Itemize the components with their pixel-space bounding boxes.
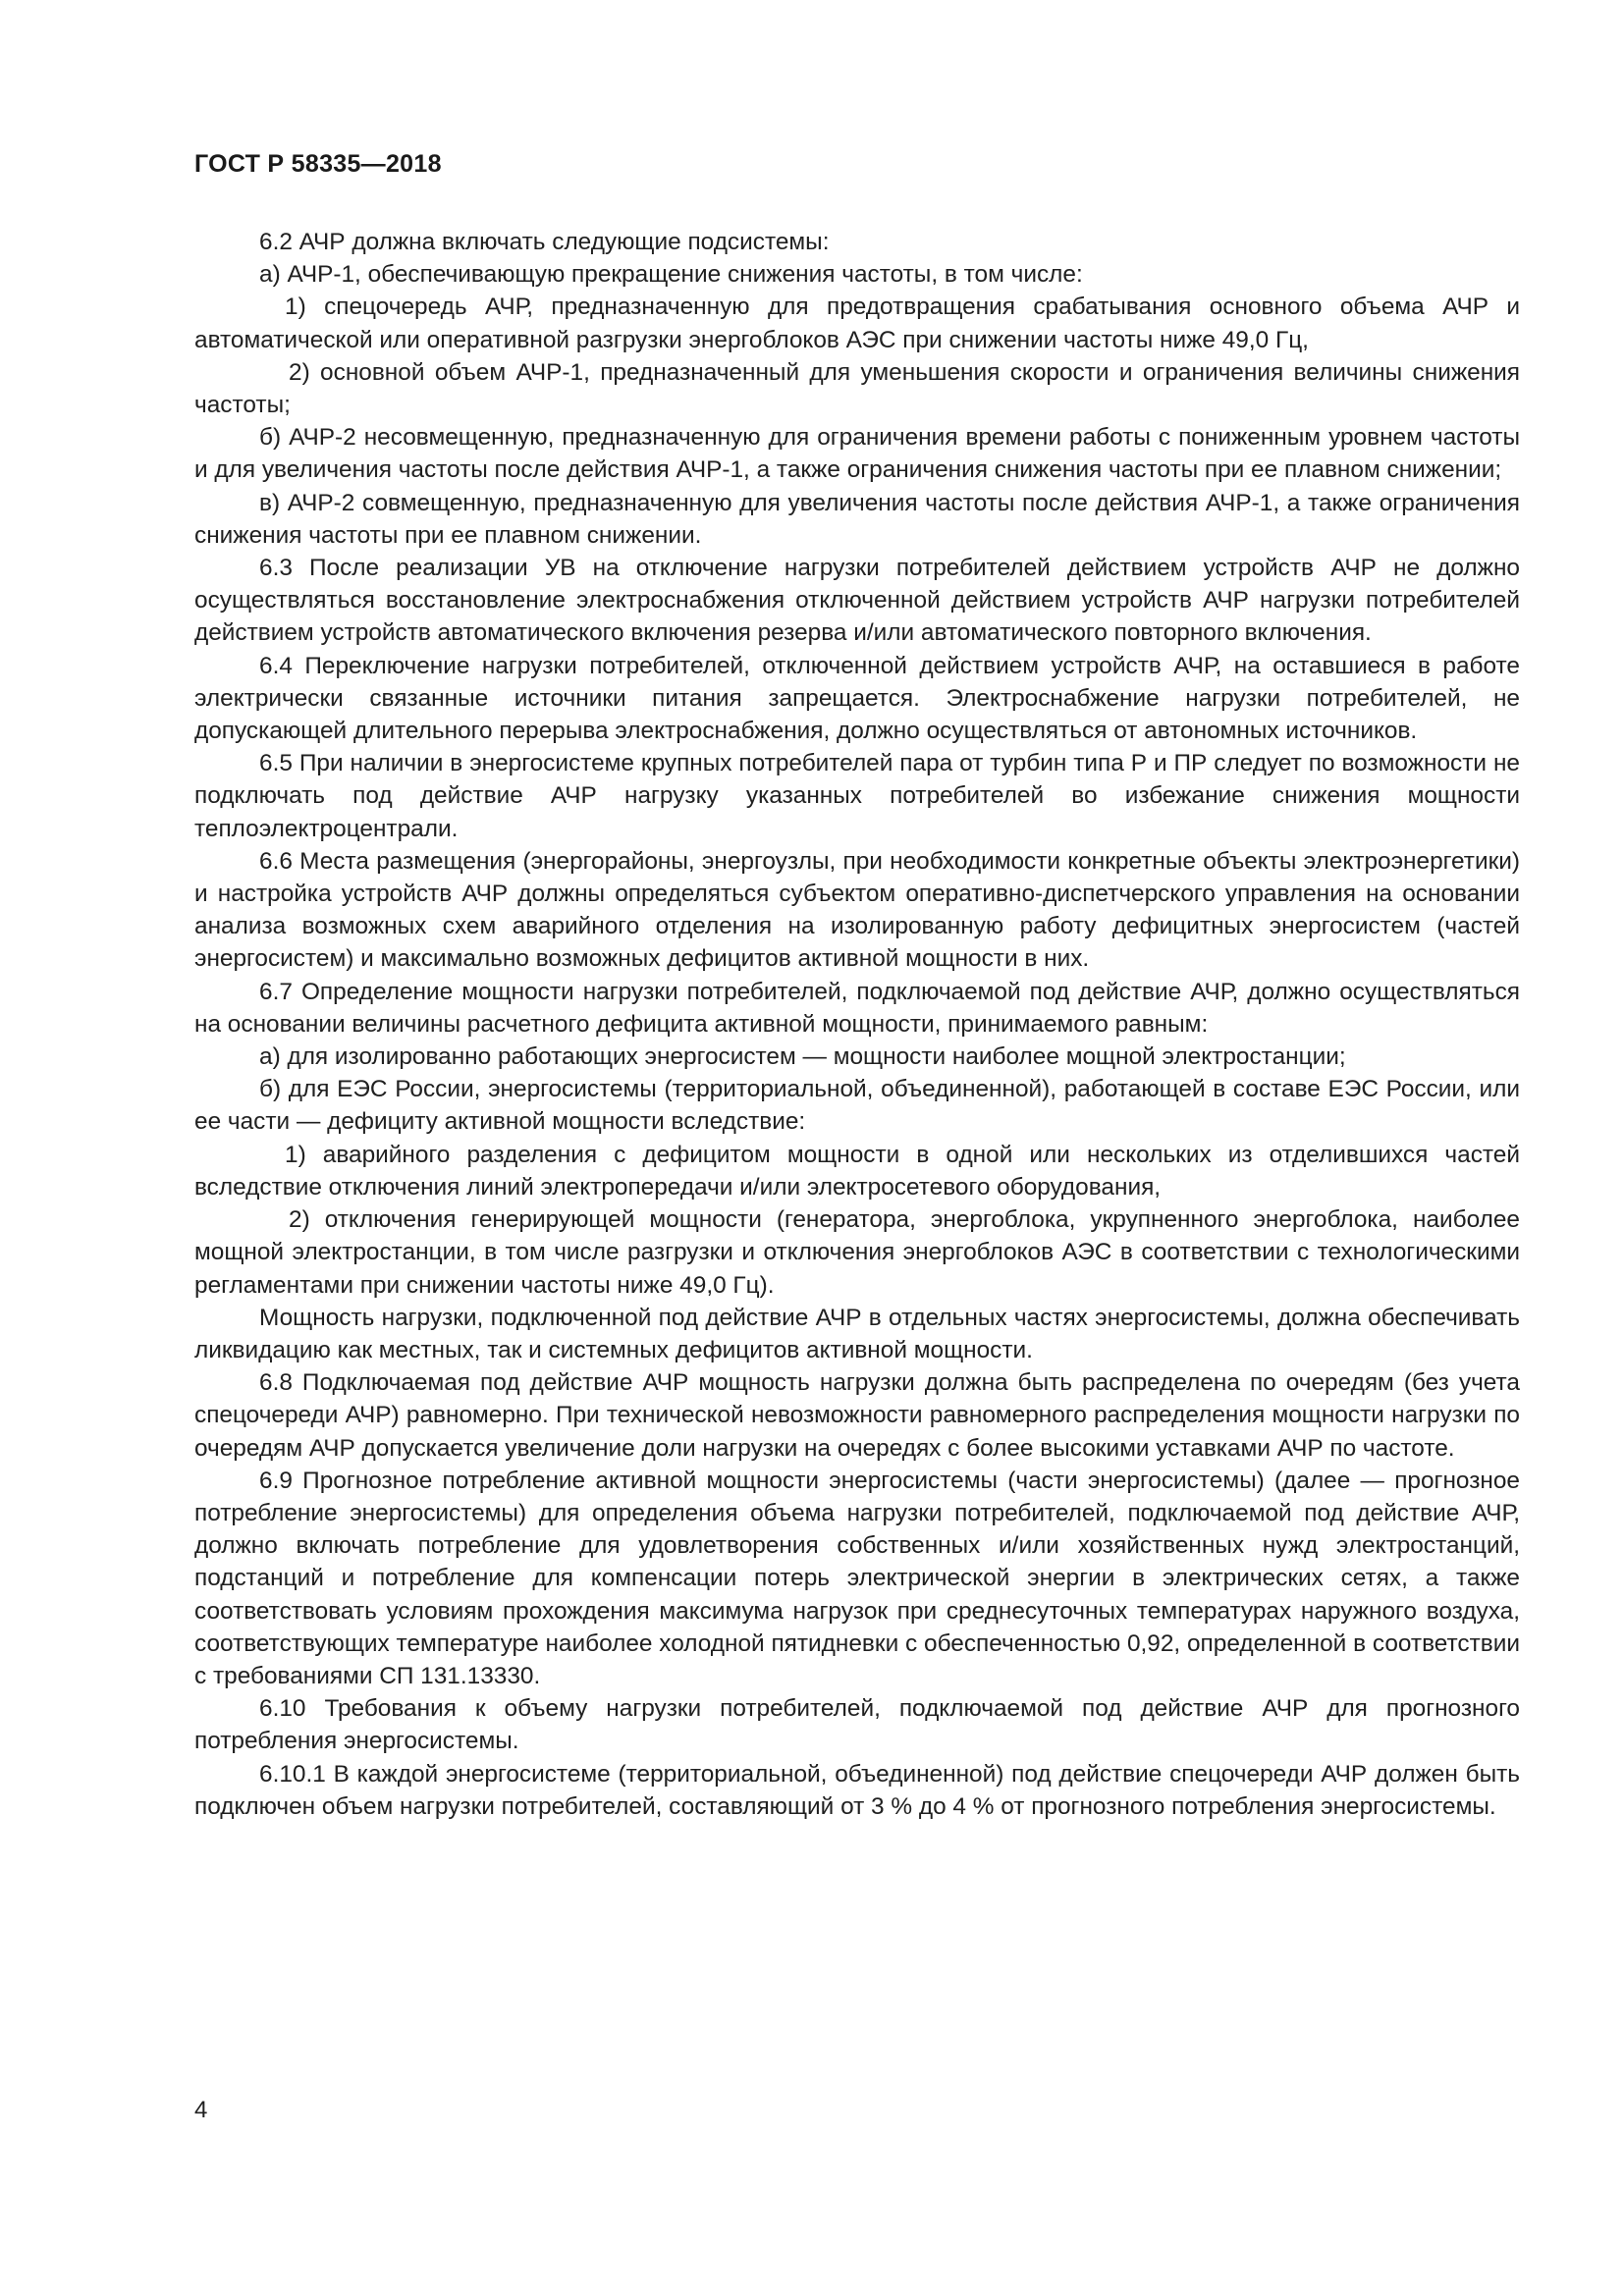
paragraph-6-2-v: в) АЧР-2 совмещенную, предназначенную для увеличения частоты после действия АЧР-1, а также ограничения снижения частоты при ее плавном снижении. xyxy=(194,489,1520,549)
paragraph-6-10: 6.10 Требования к объему нагрузки потребителей, подключаемой под действие АЧР для прогнозного потребления энергосистемы. xyxy=(194,1695,1520,1755)
paragraph-6-8: 6.8 Подключаемая под действие АЧР мощность нагрузки должна быть распределена по очередям (без учета спецочереди АЧР) равномерно. При технической невозможности равномерного распределения мощности нагрузки по очередям АЧР допускается увеличение доли нагрузки на очередях с более высокими уставками АЧР по частоте. xyxy=(194,1369,1520,1462)
paragraph-6-2-a: а) АЧР-1, обеспечивающую прекращение снижения частоты, в том числе: xyxy=(259,261,1083,289)
paragraph-6-2-b: б) АЧР-2 несовмещенную, предназначенную для ограничения времени работы с пониженным уровнем частоты и для увеличения частоты после действия АЧР-1, а также ограничения снижения частоты при ее плавном снижении; xyxy=(194,424,1520,484)
paragraph-6-7-b-2: 2) отключения генерирующей мощности (генератора, энергоблока, укрупненного энергоблока, наиболее мощной электростанции, в том числе разгрузки и отключения энергоблоков АЭС в соответствии с технологическими регламентами при снижении частоты ниже 49,0 Гц). xyxy=(194,1206,1520,1299)
paragraph-6-6: 6.6 Места размещения (энергорайоны, энергоузлы, при необходимости конкретные объекты электроэнергетики) и настройка устройств АЧР должны определяться субъектом оперативно-диспетчерского управления на основании анализа возможных схем аварийного отделения на изолированную работу дефицитных энергосистем (частей энергосистем) и максимально возможных дефицитов активной мощности в них. xyxy=(194,847,1520,973)
paragraph-6-7-a: а) для изолированно работающих энергосистем — мощности наиболее мощной электростанции; xyxy=(259,1043,1346,1071)
paragraph-6-2-a-1: 1) спецочередь АЧР, предназначенную для предотвращения срабатывания основного объема АЧР и автоматической или оперативной разгрузки энергоблоков АЭС при снижении частоты ниже 49,0 Гц, xyxy=(194,294,1520,353)
paragraph-6-2-a-2: 2) основной объем АЧР-1, предназначенный для уменьшения скорости и ограничения величины снижения частоты; xyxy=(194,358,1520,419)
paragraph-6-10-1: 6.10.1 В каждой энергосистеме (территориальной, объединенной) под действие спецочереди АЧР должен быть подключен объем нагрузки потребителей, составляющий от 3 % до 4 % от прогнозного потребления энергосистемы. xyxy=(194,1760,1520,1820)
paragraph-6-3: 6.3 После реализации УВ на отключение нагрузки потребителей действием устройств АЧР не должно осуществляться восстановление электроснабжения отключенной действием устройств АЧР нагрузки потребителей действием устройств автоматического включения резерва и/или автоматического повторного включения. xyxy=(194,555,1520,647)
document-body xyxy=(194,226,1520,1823)
paragraph-6-2: 6.2 АЧР должна включать следующие подсистемы: xyxy=(259,229,830,255)
paragraph-6-5: 6.5 При наличии в энергосистеме крупных потребителей пара от турбин типа Р и ПР следует по возможности не подключать под действие АЧР нагрузку указанных потребителей во избежание снижения мощности теплоэлектроцентрали. xyxy=(194,750,1520,842)
paragraph-6-7: 6.7 Определение мощности нагрузки потребителей, подключаемой под действие АЧР, должно осуществляться на основании величины расчетного дефицита активной мощности, принимаемого равным: xyxy=(194,978,1520,1038)
paragraph-6-4: 6.4 Переключение нагрузки потребителей, отключенной действием устройств АЧР, на оставшиеся в работе электрически связанные источники питания запрещается. Электроснабжение нагрузки потребителей, не допускающей длительного перерыва электроснабжения, должно осуществляться от автономных источников. xyxy=(194,652,1520,745)
paragraph-6-7-b-1: 1) аварийного разделения с дефицитом мощности в одной или нескольких из отделившихся частей вследствие отключения линий электропередачи и/или электросетевого оборудования, xyxy=(194,1141,1520,1201)
paragraph-6-7-note: Мощность нагрузки, подключенной под действие АЧР в отдельных частях энергосистемы, должна обеспечивать ликвидацию как местных, так и системных дефицитов активной мощности. xyxy=(194,1304,1520,1363)
page-number: 4 xyxy=(194,2097,208,2123)
paragraph-6-7-b: б) для ЕЭС России, энергосистемы (территориальной, объединенной), работающей в составе ЕЭС России, или ее части — дефициту активной мощности вследствие: xyxy=(194,1076,1520,1136)
paragraph-6-9: 6.9 Прогнозное потребление активной мощности энергосистемы (части энергосистемы) (далее — прогнозное потребление энергосистемы) для определения объема нагрузки потребителей, подключаемой под действие АЧР, должно включать потребление для удовлетворения собственных и/или хозяйственных нужд электростанций, подстанций и потребление для компенсации потерь электрической энергии в электрических сетях, а также соответствовать условиям прохождения максимума нагрузок при среднесуточных температурах наружного воздуха, соответствующих температуре наиболее холодной пятидневки с обеспеченностью 0,92, определенной в соответствии с требованиями СП 131.13330. xyxy=(194,1467,1520,1689)
document-header-title: ГОСТ Р 58335—2018 xyxy=(194,150,442,178)
